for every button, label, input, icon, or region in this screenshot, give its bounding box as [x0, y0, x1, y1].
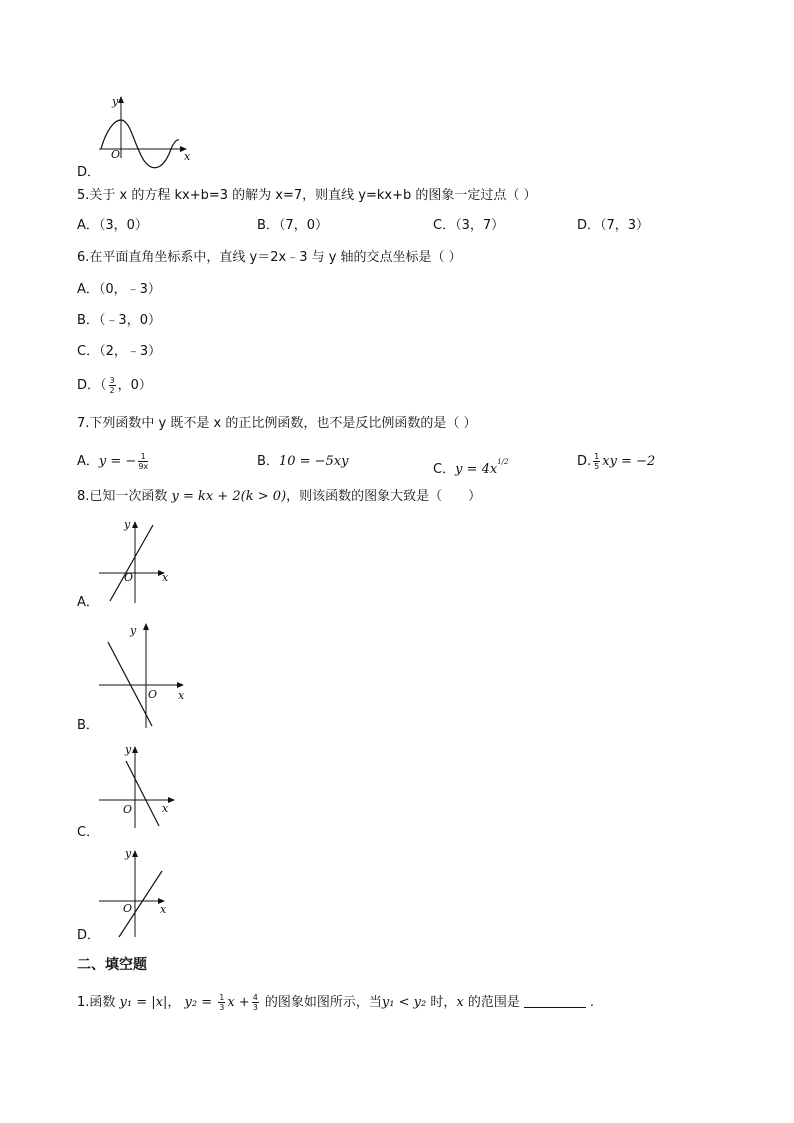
q8-option-a-label: A． [77, 595, 99, 610]
q8-graph-d [95, 845, 185, 940]
q8-stem-math: y = kx + 2(k > 0) [171, 489, 287, 504]
q8-graph-a [95, 515, 185, 605]
section-title: 二、填空题 [77, 957, 147, 973]
svg-text:x: x [178, 689, 185, 702]
origin-label: O [111, 148, 121, 161]
q7-a-den: 9x [138, 462, 149, 471]
fill-q1-post3: 的范围是 [463, 995, 520, 1010]
q8-stem-post: ，则该函数的图象大致是（ ） [286, 489, 482, 504]
q6-option-d [77, 376, 152, 395]
q7-option-d [577, 452, 655, 471]
answer-blank[interactable] [524, 995, 586, 1008]
q7-c-label: C． [433, 462, 456, 477]
q6-stem: 6.在平面直角坐标系中，直线 y＝2x﹣3 与 y 轴的交点坐标是（ ） [77, 250, 462, 265]
y-axis-arrow [118, 96, 124, 103]
q7-option-a [77, 452, 150, 471]
svg-text:x: x [162, 571, 169, 584]
q7-d-fraction [593, 452, 600, 471]
q6-d-prefix: D．（ [77, 378, 107, 393]
line-graph [108, 642, 152, 726]
q7-option-c [433, 454, 508, 478]
svg-text:y: y [125, 847, 132, 860]
svg-text:O: O [148, 688, 158, 701]
svg-text:O: O [123, 803, 133, 816]
q7-b-expr: 10 = −5xy [278, 454, 349, 469]
q5-option-a: A．（3，0） [77, 218, 148, 233]
fill-q1-post: 的图象如图所示，当 [260, 995, 382, 1010]
q7-a-num: 1 [138, 452, 148, 462]
fill-q1-y2-mid: x + [227, 995, 250, 1010]
q7-d-label: D. [577, 454, 592, 469]
q7-a-fraction [138, 452, 148, 471]
svg-text:O: O [124, 571, 134, 584]
q8-graph-b [95, 620, 195, 730]
fill-q1-y1: y₁ = |x| [119, 995, 168, 1010]
q6-option-a: A．（0，﹣3） [77, 282, 161, 297]
fill-q1-end: . [589, 995, 594, 1010]
q6-option-c: C．（2，﹣3） [77, 344, 162, 359]
q7-option-b [257, 454, 348, 470]
q8-option-d-label: D． [77, 928, 101, 943]
q6-d-fraction [109, 376, 116, 395]
q5-option-b: B．（7，0） [257, 218, 328, 233]
q7-d-den: 5 [594, 462, 600, 471]
fill-q1-cond: y₁ < y₂ [381, 995, 427, 1010]
line-graph [126, 761, 159, 826]
q6-option-b: B．（﹣3，0） [77, 313, 161, 328]
q8-stem [77, 489, 481, 505]
q6-d-den: 2 [109, 386, 115, 395]
svg-text:y: y [124, 518, 131, 531]
fill-q1-pre: 1.函数 [77, 995, 120, 1010]
q7-a-expr: y = − [98, 454, 137, 469]
q8-graph-c [95, 740, 185, 830]
fill-q1-xvar: x [456, 995, 464, 1010]
q7-d-num: 1 [594, 452, 600, 461]
q5-option-d: D．（7，3） [577, 218, 650, 233]
x-label: x [184, 150, 191, 163]
q8-stem-pre: 8.已知一次函数 [77, 489, 172, 504]
q7-a-label: A． [77, 454, 99, 469]
fill-q1-post2: 时， [426, 995, 457, 1010]
fill-q1 [77, 993, 594, 1012]
svg-text:x: x [162, 802, 169, 815]
fill-q1-frac1: $\frac{1}{3}$ [219, 993, 225, 1012]
q7-b-label: B． [257, 454, 279, 469]
q6-d-suffix: ，0） [117, 378, 152, 393]
q7-d-expr: xy = −2 [602, 454, 656, 469]
svg-text:O: O [123, 902, 133, 915]
line-graph [110, 525, 153, 601]
q8-option-b-label: B． [77, 718, 99, 733]
q6-d-num: 3 [109, 376, 115, 385]
fill-q1-frac2: $\frac{4}{3}$ [252, 993, 258, 1012]
sine-graph-d [95, 94, 195, 164]
q5-stem: 5.关于 x 的方程 kx+b=3 的解为 x=7，则直线 y=kx+b 的图象一定过点（ ） [77, 188, 537, 203]
option-d-label-top: D． [77, 165, 101, 180]
q7-c-exponent: 1/2 [497, 458, 509, 466]
svg-text:y: y [125, 743, 132, 756]
q7-stem: 7.下列函数中 y 既不是 x 的正比例函数，也不是反比例函数的是（ ） [77, 416, 477, 431]
fill-q1-y2-pre: y₂ = [184, 995, 217, 1010]
svg-text:y: y [130, 624, 137, 637]
q7-c-expr: y = 4x [455, 462, 498, 477]
y-label: y [112, 95, 119, 108]
q5-option-c: C．（3，7） [433, 218, 505, 233]
fill-q1-mid: ， [167, 995, 181, 1010]
svg-text:x: x [160, 903, 167, 916]
q8-option-c-label: C． [77, 825, 100, 840]
